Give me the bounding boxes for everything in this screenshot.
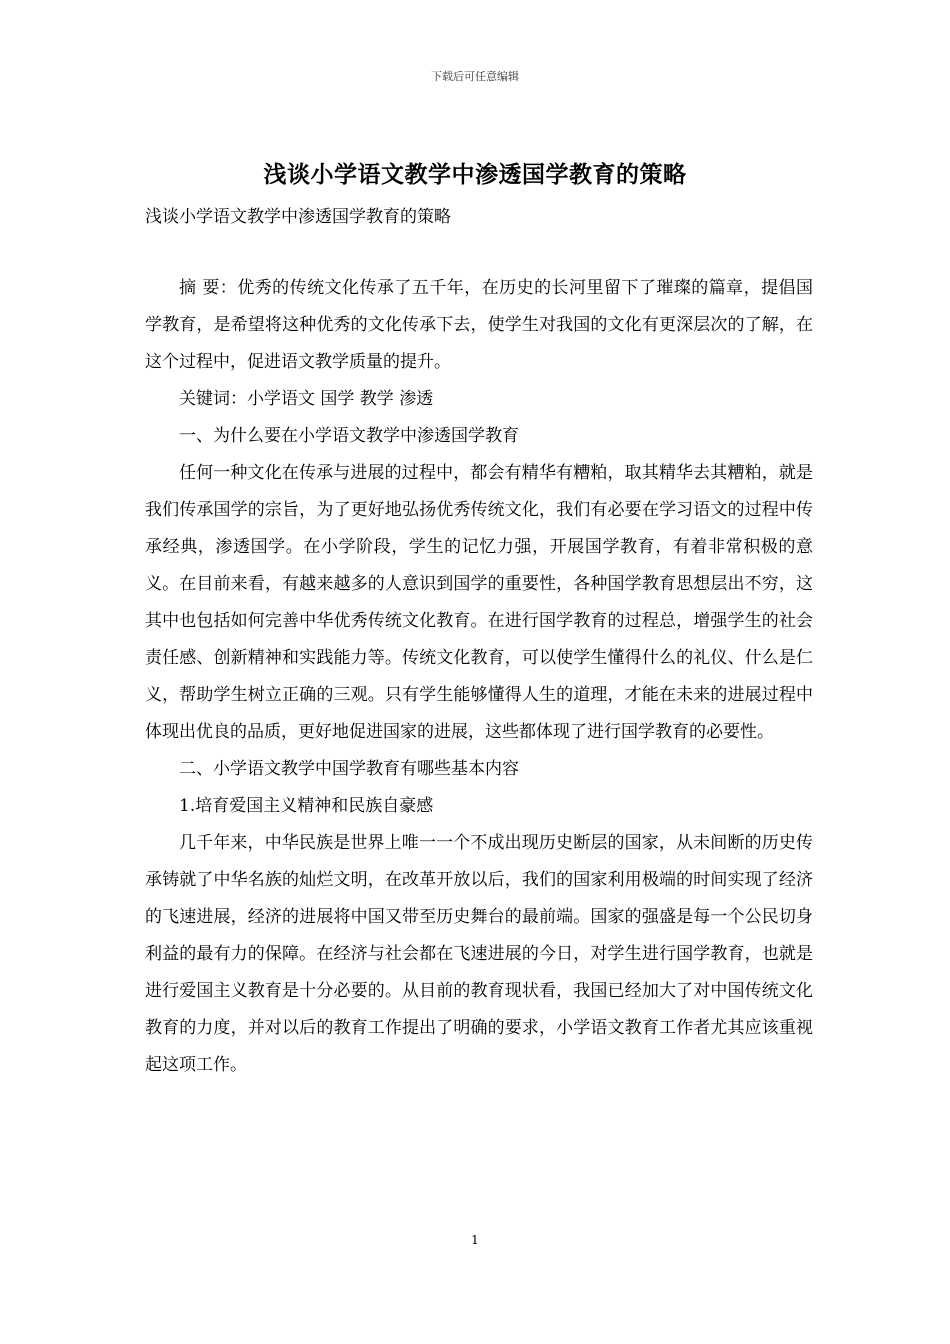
section-heading-1: 一、为什么要在小学语文教学中渗透国学教育 [179, 426, 519, 446]
section-heading-2: 二、小学语文教学中国学教育有哪些基本内容 [179, 759, 519, 779]
keywords-paragraph: 关键词：小学语文 国学 教学 渗透 [179, 389, 434, 409]
document-title: 浅谈小学语文教学中渗透国学教育的策略 [263, 161, 687, 188]
document-subtitle: 浅谈小学语文教学中渗透国学教育的策略 [145, 207, 451, 227]
subsection-heading-1: 1.培育爱国主义精神和民族自豪感 [179, 796, 434, 816]
header-note: 下载后可任意编辑 [431, 70, 519, 83]
body-paragraph: 任何一种文化在传承与进展的过程中，都会有精华有糟粕，取其精华去其糟粕，就是我们传承国学的宗旨，为了更好地弘扬优秀传统文化，我们有必要在学习语文的过程中传承经典，渗透国学。在小学阶段，学生的记忆力强，开展国学教育，有着非常积极的意义。在目前来看，有越来越多的人意识到国学的重要性，各种国学教育思想层出不穷，这其中也包括如何完善中华优秀传统文化教育。在进行国学教育的过程总，增强学生的社会责任感、创新精神和实践能力等。传统文化教育，可以使学生懂得什么的礼仪、什么是仁义，帮助学生树立正确的三观。只有学生能够懂得人生的道理，才能在未来的进展过程中体现出优良的品质，更好地促进国家的进展，这些都体现了进行国学教育的必要性。 [145, 463, 813, 742]
page-number: 1 [471, 1233, 479, 1247]
document-body [145, 270, 813, 1084]
body-paragraph: 几千年来，中华民族是世界上唯一一个不成出现历史断层的国家，从未间断的历史传承铸就了中华名族的灿烂文明，在改革开放以后，我们的国家利用极端的时间实现了经济的飞速进展，经济的进展将中国又带至历史舞台的最前端。国家的强盛是每一个公民切身利益的最有力的保障。在经济与社会都在飞速进展的今日，对学生进行国学教育，也就是进行爱国主义教育是十分必要的。从目前的教育现状看，我国已经加大了对中国传统文化教育的力度，并对以后的教育工作提出了明确的要求，小学语文教育工作者尤其应该重视起这项工作。 [145, 833, 813, 1075]
abstract-paragraph: 摘 要：优秀的传统文化传承了五千年，在历史的长河里留下了璀璨的篇章，提倡国学教育，是希望将这种优秀的文化传承下去，使学生对我国的文化有更深层次的了解，在这个过程中，促进语文教学质量的提升。 [145, 278, 813, 372]
